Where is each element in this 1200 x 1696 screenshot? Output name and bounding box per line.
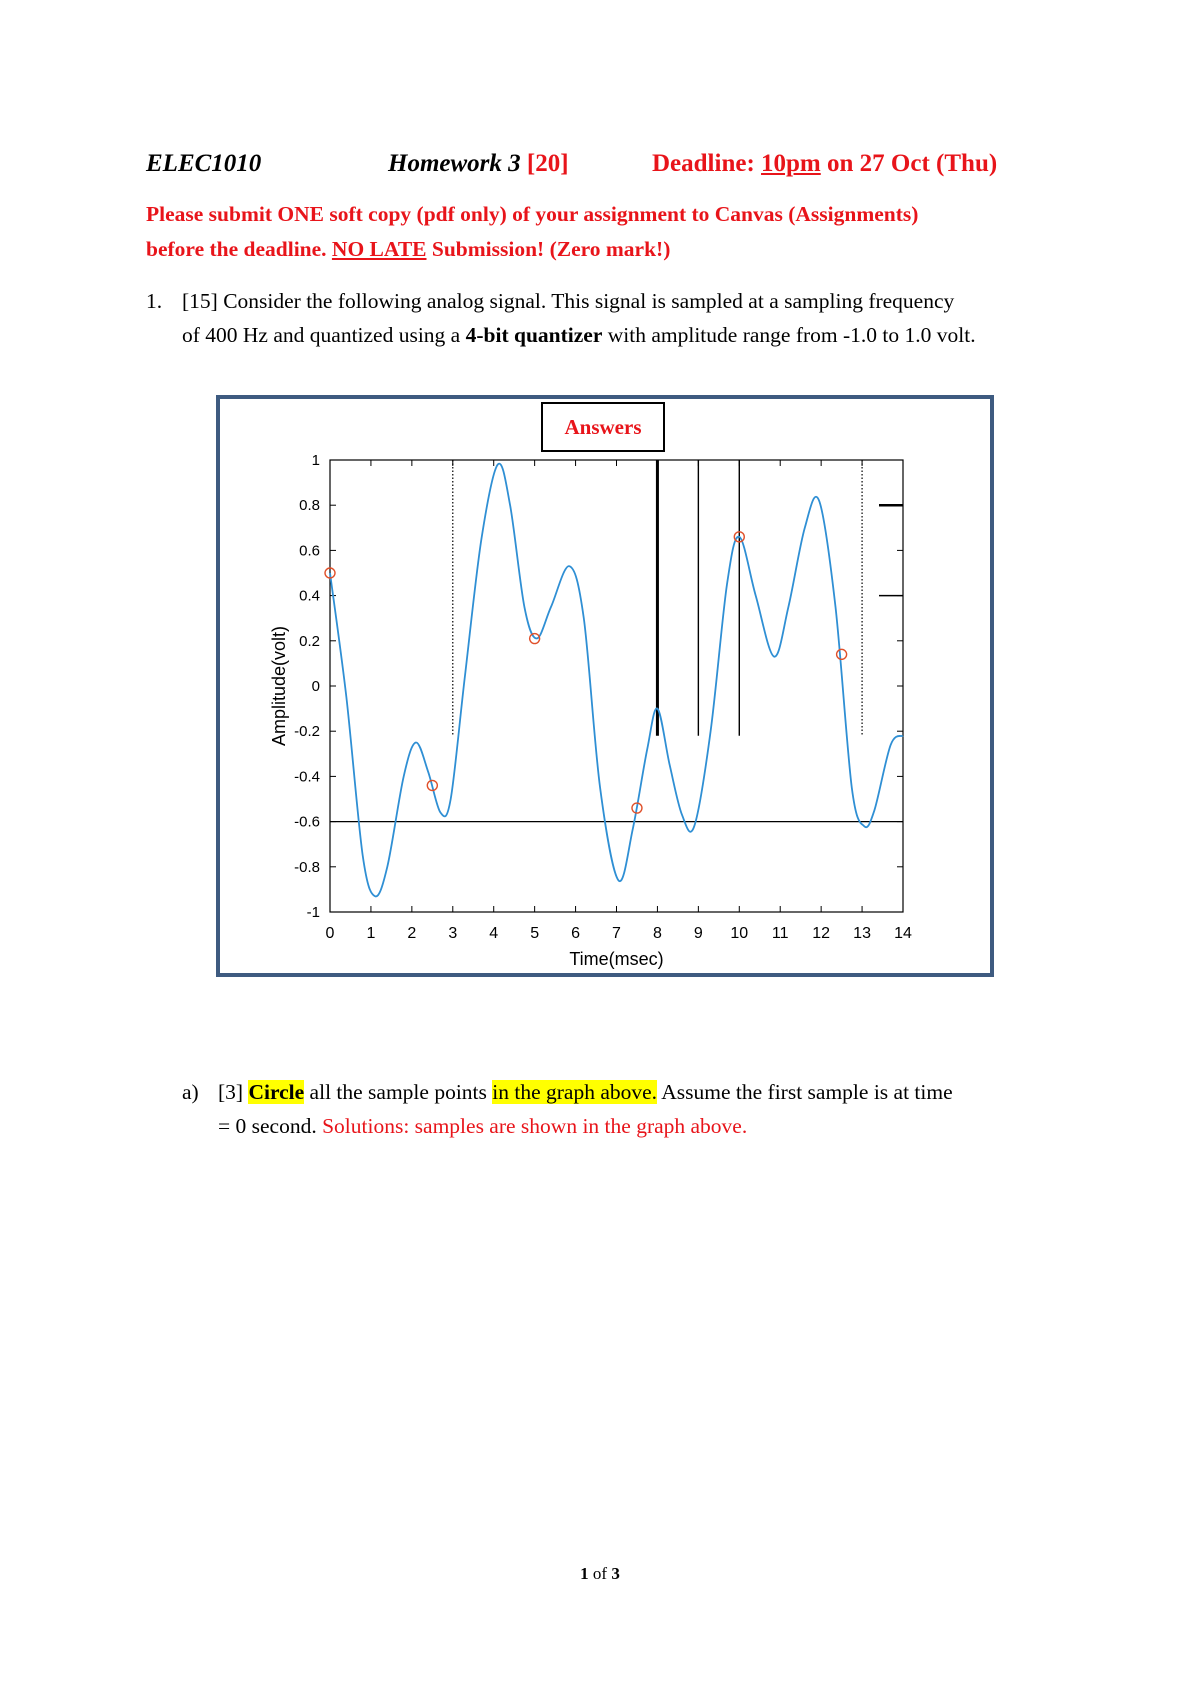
x-tick-label: 0 [325,925,335,942]
deadline-label: Deadline: [652,150,755,177]
y-tick-label: 0 [311,678,320,695]
question1-text: Consider the following analog signal. This signal is sampled at a sampling frequency [223,289,955,313]
x-tick-label: 2 [407,925,417,942]
question1-text-b: with amplitude range from -1.0 to 1.0 volt. [607,323,976,347]
x-tick-label: 3 [448,925,458,942]
plot-area [330,460,903,912]
course-code: ELEC1010 [146,150,262,177]
y-tick-label: -0.6 [294,813,320,831]
x-tick-label: 12 [812,925,831,942]
y-axis-label: Amplitude(volt) [269,625,289,747]
question-a-text1: all the sample points [309,1080,487,1104]
page-current: 1 [580,1564,589,1583]
x-tick-label: 13 [853,925,871,942]
page-total: 3 [611,1564,620,1583]
notice-no-late: NO LATE [331,237,427,261]
x-axis-label: Time(msec) [569,949,664,969]
y-tick-label: -0.8 [294,858,320,876]
page-of: of [592,1564,608,1583]
submission-notice-line1: Please submit ONE soft copy (pdf only) of your assignment to Canvas (Assignments) [146,202,919,226]
y-tick-label: -0.2 [294,723,320,741]
answers-label: Answers [541,402,665,452]
deadline-time: 10pm [761,150,821,177]
question-number: 1. [146,289,163,313]
question-a-line2 [218,1114,747,1139]
y-tick-label: -0.4 [294,768,320,786]
x-tick-label: 5 [530,925,540,942]
deadline-date: on 27 Oct (Thu) [827,150,998,177]
x-tick-label: 7 [612,925,621,942]
homework-number: Homework 3 [388,150,521,177]
x-tick-label: 4 [489,925,499,942]
y-tick-label: 1 [311,452,320,469]
y-tick-label: 0.2 [299,632,320,650]
question1-text-a: of 400 Hz and quantized using a [182,323,461,347]
question-a-text2: Assume the first sample is at time [661,1080,953,1104]
homework-marks: [20] [526,150,569,177]
x-tick-label: 10 [730,925,749,942]
solution-text: Solutions: samples are shown in the graph above. [322,1114,748,1138]
page-number [0,1564,1200,1584]
x-tick-label: 11 [771,925,789,942]
notice-before-deadline: before the deadline. [146,237,327,261]
quantizer-bold: 4-bit quantizer [465,323,603,347]
word-circle: Circle [248,1080,305,1104]
x-tick-label: 8 [652,925,662,942]
question-a-label: a) [182,1080,199,1104]
question-a-marks: [3] [218,1080,244,1104]
x-tick-label: 9 [693,925,703,942]
question-a-line1 [218,1080,953,1105]
y-tick-label: 0.4 [299,587,320,605]
y-tick-label: -1 [306,904,320,921]
notice-zero-mark: Submission! (Zero mark!) [431,237,671,261]
x-tick-label: 1 [366,925,376,942]
question1-marks: [15] [182,289,218,313]
question-a-zero-second: = 0 second. [218,1114,317,1138]
y-tick-label: 0.8 [299,497,320,515]
x-tick-label: 14 [894,925,912,942]
highlighted-phrase: in the graph above. [492,1080,658,1104]
x-tick-label: 6 [571,925,581,942]
y-tick-label: 0.6 [299,542,320,560]
